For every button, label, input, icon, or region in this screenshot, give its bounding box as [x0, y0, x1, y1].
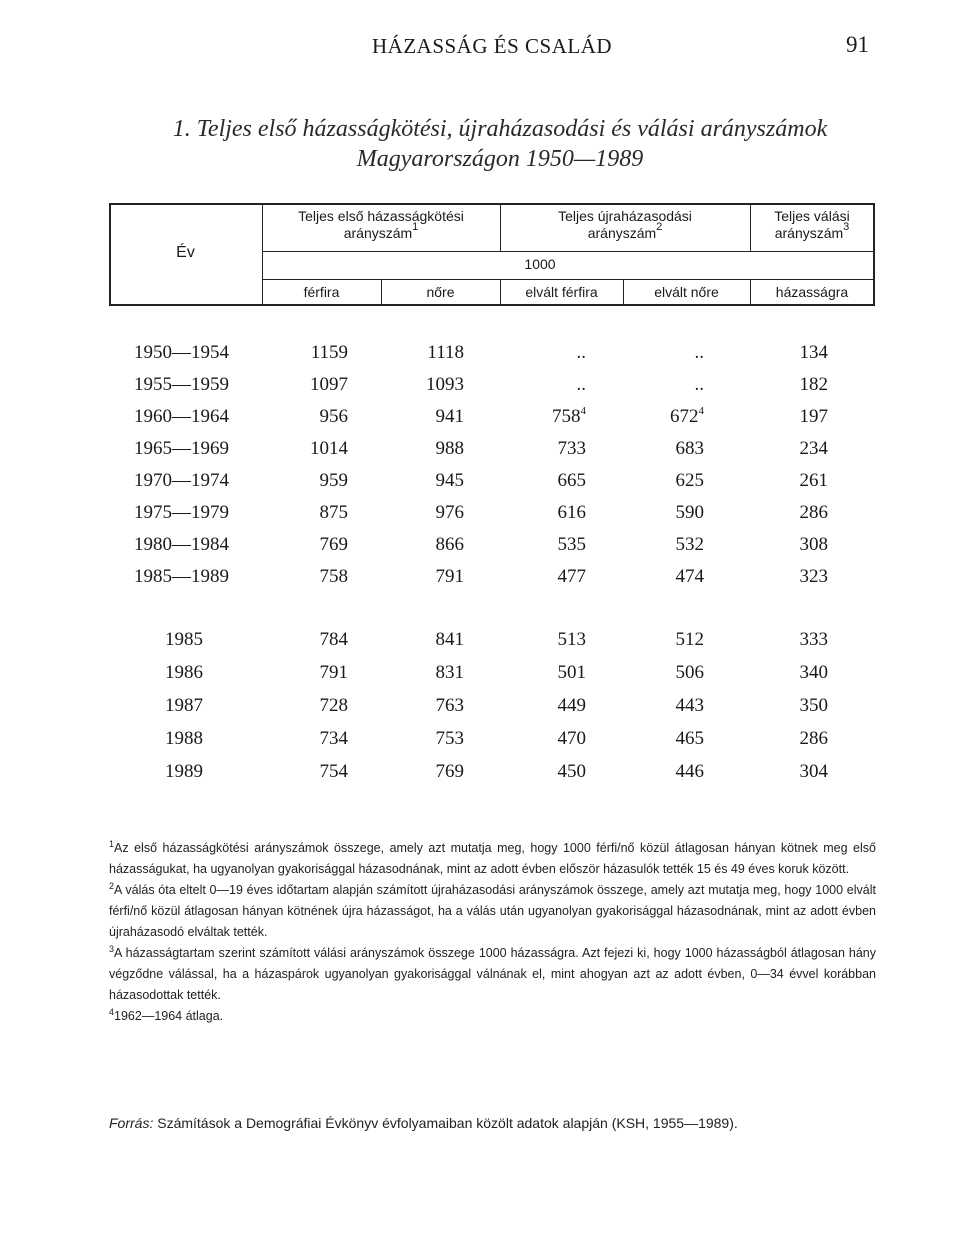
table-row	[0, 761, 960, 791]
header-remarriage-line2	[500, 221, 750, 242]
cell-female: 769	[435, 761, 464, 782]
cell-female: 791	[435, 566, 464, 587]
table-header	[109, 203, 875, 306]
cell-female: 753	[435, 728, 464, 749]
cell-divorced-female: 506	[675, 662, 704, 683]
cell-divorced-male: 513	[557, 629, 586, 650]
footnote	[109, 838, 876, 880]
cell-divorced-female: 532	[675, 534, 704, 555]
footnote-text: A válás óta eltelt 0—19 éves időtartam alapján számított újraházasodási arányszámok összege, amely azt mutatja meg, hogy 1000 elvált férfi/nő közül átlagosan hányan kötnének újra házasságot, ha a válás után ugyanolyan gyakorisággal házasodnának, mint az adott évben újraházasodó elváltak tették.	[109, 883, 876, 939]
table-row	[0, 629, 960, 659]
table-row	[0, 695, 960, 725]
table-number: 1.	[172, 116, 191, 142]
cell-divorced-female	[654, 406, 704, 428]
cell-divorce: 197	[799, 406, 828, 427]
footnote-mark-3: 3	[843, 221, 850, 233]
cell-year: 1975—1979	[134, 502, 229, 523]
header-rule-2	[262, 279, 874, 280]
cell-divorce: 286	[799, 728, 828, 749]
cell-divorce: 261	[799, 470, 828, 491]
cell-divorced-female: 446	[675, 761, 704, 782]
cell-divorced-male: 665	[557, 470, 586, 491]
cell-divorced-female: 683	[675, 438, 704, 459]
footnote-marker: 1	[109, 839, 115, 849]
table-row	[0, 534, 960, 564]
table-row	[0, 566, 960, 596]
header-first-marriage-unit: arányszám	[343, 225, 413, 241]
cell-female: 866	[435, 534, 464, 555]
table-row	[0, 662, 960, 692]
header-remarriage	[500, 208, 750, 242]
cell-divorce: 134	[799, 342, 828, 363]
cell-year: 1988	[165, 728, 203, 749]
cell-male: 754	[319, 761, 348, 782]
cell-female: 941	[435, 406, 464, 427]
footnote-mark-4: 4	[698, 405, 704, 417]
cell-year: 1986	[165, 662, 203, 683]
cell-year: 1950—1954	[134, 342, 229, 363]
footnotes	[109, 838, 876, 1027]
cell-divorced-male: 470	[557, 728, 586, 749]
cell-year: 1980—1984	[134, 534, 229, 555]
source-label: Forrás:	[109, 1115, 154, 1131]
footnote-mark-2: 2	[656, 221, 663, 233]
page-number: 91	[846, 32, 869, 57]
header-rule-1	[262, 251, 874, 252]
footnote-text: Az első házasságkötési arányszámok összege, amely azt mutatja meg, hogy 1000 férfi/nő közül átlagosan hányan kötnek meg első házasságukat, ha ugyanolyan gyakorisággal házasodnának, mint az adott évben először házasulók tették 15 és 49 éves koruk között.	[109, 841, 876, 876]
cell-male: 959	[319, 470, 348, 491]
header-border-bottom	[109, 304, 875, 306]
cell-value: 672	[670, 406, 699, 427]
table-row	[0, 728, 960, 758]
cell-male: 875	[319, 502, 348, 523]
cell-year: 1987	[165, 695, 203, 716]
footnote-text: A házasságtartam szerint számított válási arányszámok összege 1000 házasságra. Azt fejezi ki, hogy 1000 házasságból átlagosan hány végződne válással, ha a házaspárok ugyanolyan gyakorisággal válnának el, mint ahogyan azt az adott évben, 0—34 évvel korábban házasodottak tették.	[109, 946, 876, 1002]
footnote-mark-4: 4	[580, 405, 586, 417]
cell-divorced-male: 535	[557, 534, 586, 555]
header-first-marriage-line1: Teljes első házasságkötési	[298, 208, 464, 224]
table-row	[0, 438, 960, 468]
header-divorced-female: elvált nőre	[654, 284, 719, 300]
footnote-marker: 4	[109, 1007, 115, 1017]
header-female: nőre	[426, 284, 455, 300]
cell-divorced-male: 477	[557, 566, 586, 587]
header-border-top	[109, 203, 875, 205]
footnote-marker: 3	[109, 944, 115, 954]
cell-year: 1960—1964	[134, 406, 229, 427]
cell-divorced-female: 512	[675, 629, 704, 650]
header-year: Év	[176, 244, 195, 261]
cell-divorce: 340	[799, 662, 828, 683]
cell-male: 1014	[310, 438, 348, 459]
table-row	[0, 374, 960, 404]
cell-female: 1118	[427, 342, 464, 363]
cell-divorce: 182	[799, 374, 828, 395]
cell-year: 1965—1969	[134, 438, 229, 459]
header-unit: 1000	[524, 256, 556, 272]
table-row	[0, 470, 960, 500]
cell-female: 976	[435, 502, 464, 523]
cell-male: 758	[319, 566, 348, 587]
header-remarriage-line1: Teljes újraházasodási	[558, 208, 692, 224]
cell-female: 945	[435, 470, 464, 491]
cell-divorce: 308	[799, 534, 828, 555]
cell-divorce: 286	[799, 502, 828, 523]
header-male: férfira	[303, 284, 340, 300]
cell-male: 1159	[310, 342, 348, 363]
cell-male: 784	[319, 629, 348, 650]
cell-divorced-male: 450	[557, 761, 586, 782]
cell-male: 728	[319, 695, 348, 716]
cell-value: 758	[552, 406, 581, 427]
cell-female: 988	[435, 438, 464, 459]
cell-divorced-female: 443	[675, 695, 704, 716]
cell-divorce: 234	[799, 438, 828, 459]
header-divorce	[750, 208, 874, 242]
header-marriages: házasságra	[775, 284, 849, 300]
source-text: Számítások a Demográfiai Évkönyv évfolyamaiban közölt adatok alapján (KSH, 1955—1989).	[157, 1115, 738, 1131]
cell-divorced-male: ..	[576, 374, 586, 395]
running-head	[0, 30, 960, 66]
cell-male: 1097	[310, 374, 348, 395]
cell-male: 769	[319, 534, 348, 555]
cell-divorced-male: 449	[557, 695, 586, 716]
table-title-line1	[100, 114, 900, 144]
cell-female: 1093	[426, 374, 464, 395]
cell-divorced-female: 590	[675, 502, 704, 523]
cell-divorced-male	[538, 406, 586, 428]
header-remarriage-unit: arányszám	[587, 225, 657, 241]
header-divorce-line2	[750, 221, 874, 242]
footnote	[109, 943, 876, 1006]
table-row	[0, 342, 960, 372]
cell-divorce: 333	[799, 629, 828, 650]
running-title: HÁZASSÁG ÉS CSALÁD	[372, 34, 613, 58]
cell-year: 1989	[165, 761, 203, 782]
cell-female: 763	[435, 695, 464, 716]
source-note	[109, 1112, 876, 1135]
table-row	[0, 406, 960, 436]
footnote-text: 1962—1964 átlaga.	[114, 1009, 224, 1023]
table-title	[100, 114, 900, 174]
cell-divorce: 304	[799, 761, 828, 782]
footnote-marker: 2	[109, 881, 115, 891]
header-divorce-line1: Teljes válási	[774, 208, 850, 224]
cell-female: 831	[435, 662, 464, 683]
cell-divorced-male: 501	[557, 662, 586, 683]
cell-year: 1985—1989	[134, 566, 229, 587]
cell-year: 1985	[165, 629, 203, 650]
cell-divorced-male: ..	[576, 342, 586, 363]
cell-divorced-female: ..	[694, 374, 704, 395]
cell-female: 841	[435, 629, 464, 650]
table-row	[0, 502, 960, 532]
footnote	[109, 880, 876, 943]
header-divorced-male: elvált férfira	[525, 284, 598, 300]
table-title-line2: Magyarországon 1950—1989	[356, 146, 644, 172]
cell-year: 1970—1974	[134, 470, 229, 491]
header-first-marriage-line2	[262, 221, 500, 242]
cell-male: 734	[319, 728, 348, 749]
cell-divorced-female: 625	[675, 470, 704, 491]
cell-male: 956	[319, 406, 348, 427]
cell-divorced-female: 474	[675, 566, 704, 587]
footnote	[109, 1006, 876, 1027]
cell-divorced-female: 465	[675, 728, 704, 749]
cell-divorce: 350	[799, 695, 828, 716]
cell-male: 791	[319, 662, 348, 683]
header-divorce-unit: arányszám	[774, 225, 844, 241]
header-first-marriage	[262, 208, 500, 242]
cell-divorce: 323	[799, 566, 828, 587]
cell-divorced-male: 733	[557, 438, 586, 459]
footnote-mark-1: 1	[412, 221, 419, 233]
cell-year: 1955—1959	[134, 374, 229, 395]
cell-divorced-male: 616	[557, 502, 586, 523]
table-title-text: Teljes első házasságkötési, újraházasodási és válási arányszámok	[196, 116, 828, 142]
cell-divorced-female: ..	[694, 342, 704, 363]
